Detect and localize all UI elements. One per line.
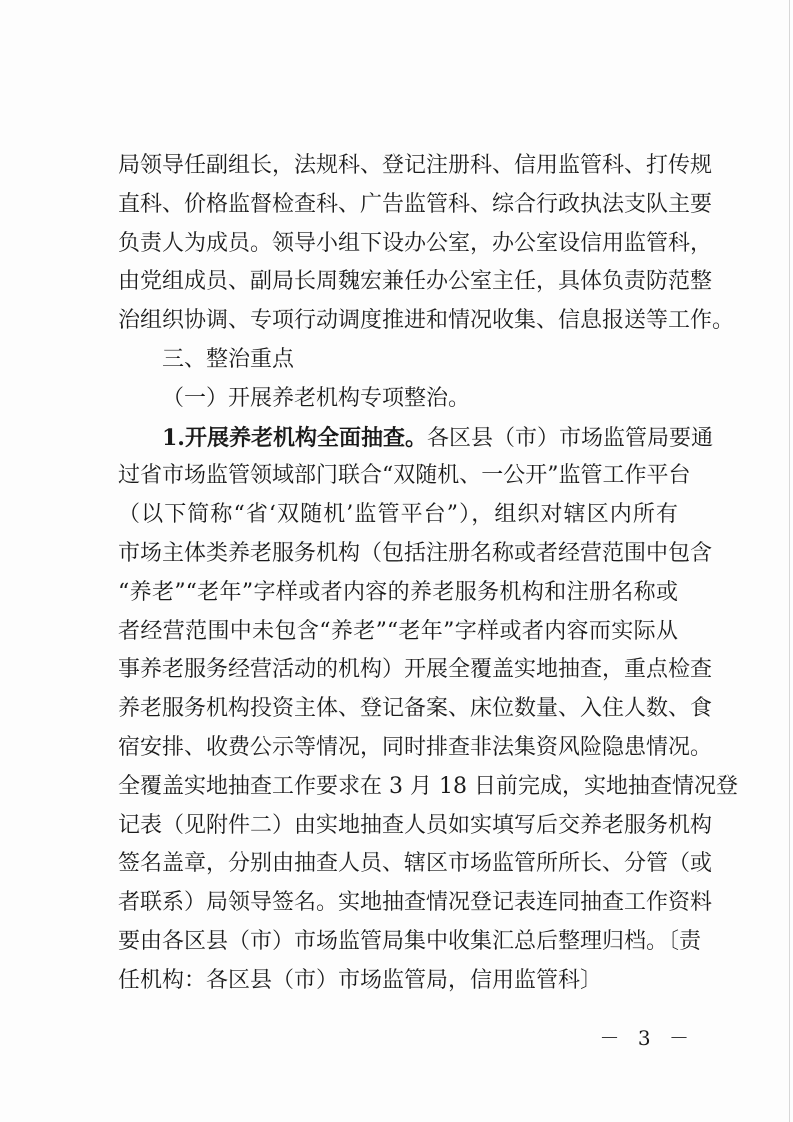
section-heading: 三、整治重点 xyxy=(162,346,295,372)
item1-first-line-rest: 各区县（市）市场监管局要通 xyxy=(426,425,713,451)
page-number: － 3 － xyxy=(599,1026,695,1050)
intro-line-1: 局领导任副组长，法规科、登记注册科、信用监管科、打传规 xyxy=(118,153,713,178)
item1-line-7: 养老服务机构投资主体、登记备案、床位数量、入住人数、食 xyxy=(118,696,713,722)
item1-line-6: 事养老服务经营活动的机构）开展全覆盖实地抽查，重点检查 xyxy=(118,657,713,683)
subsection-heading: （一）开展养老机构专项整治。 xyxy=(162,385,471,411)
item1-line-11: 签名盖章，分别由抽查人员、辖区市场监管所所长、分管（或 xyxy=(118,851,713,877)
item1-line-2: （以下简称“省‘双随机’监管平台”），组织对辖区内所有 xyxy=(118,502,678,528)
item1-line-8: 宿安排、收费公示等情况，同时排查非法集资风险隐患情况。 xyxy=(118,734,713,760)
intro-line-2: 直科、价格监督检查科、广告监管科、综合行政执法支队主要 xyxy=(118,191,713,217)
intro-line-4: 由党组成员、副局长周魏宏兼任办公室主任，具体负责防范整 xyxy=(118,269,713,295)
item1-first-line xyxy=(118,419,713,458)
item1-line-1: 过省市场监管领域部门联合“双随机、一公开”监管工作平台 xyxy=(118,463,691,489)
item1-line-14: 任机构：各区县（市）市场监管局，信用监管科〕 xyxy=(118,967,603,993)
scan-edge-divider xyxy=(789,0,790,1122)
item1-line-9: 全覆盖实地抽查工作要求在 3 月 18 日前完成，实地抽查情况登 xyxy=(118,773,738,799)
item1-line-5: 者经营范围中未包含“养老”“老年”字样或者内容而实际从 xyxy=(118,618,678,644)
item1-line-12: 者联系）局领导签名。实地抽查情况登记表连同抽查工作资料 xyxy=(118,890,713,916)
item1-lead: 1.开展养老机构全面抽查。 xyxy=(162,424,427,451)
item1-line-10: 记表（见附件二）由实地抽查人员如实填写后交养老服务机构 xyxy=(118,812,713,838)
document-body xyxy=(118,147,738,1001)
item1-line-13: 要由各区县（市）市场监管局集中收集汇总后整理归档。〔责 xyxy=(118,928,702,954)
intro-line-5: 治组织协调、专项行动调度推进和情况收集、信息报送等工作。 xyxy=(118,308,735,334)
item1-line-4: “养老”“老年”字样或者内容的养老服务机构和注册名称或 xyxy=(118,579,678,605)
item1-line-3: 市场主体类养老服务机构（包括注册名称或者经营范围中包含 xyxy=(118,540,713,566)
intro-line-3: 负责人为成员。领导小组下设办公室，办公室设信用监管科， xyxy=(118,230,713,256)
